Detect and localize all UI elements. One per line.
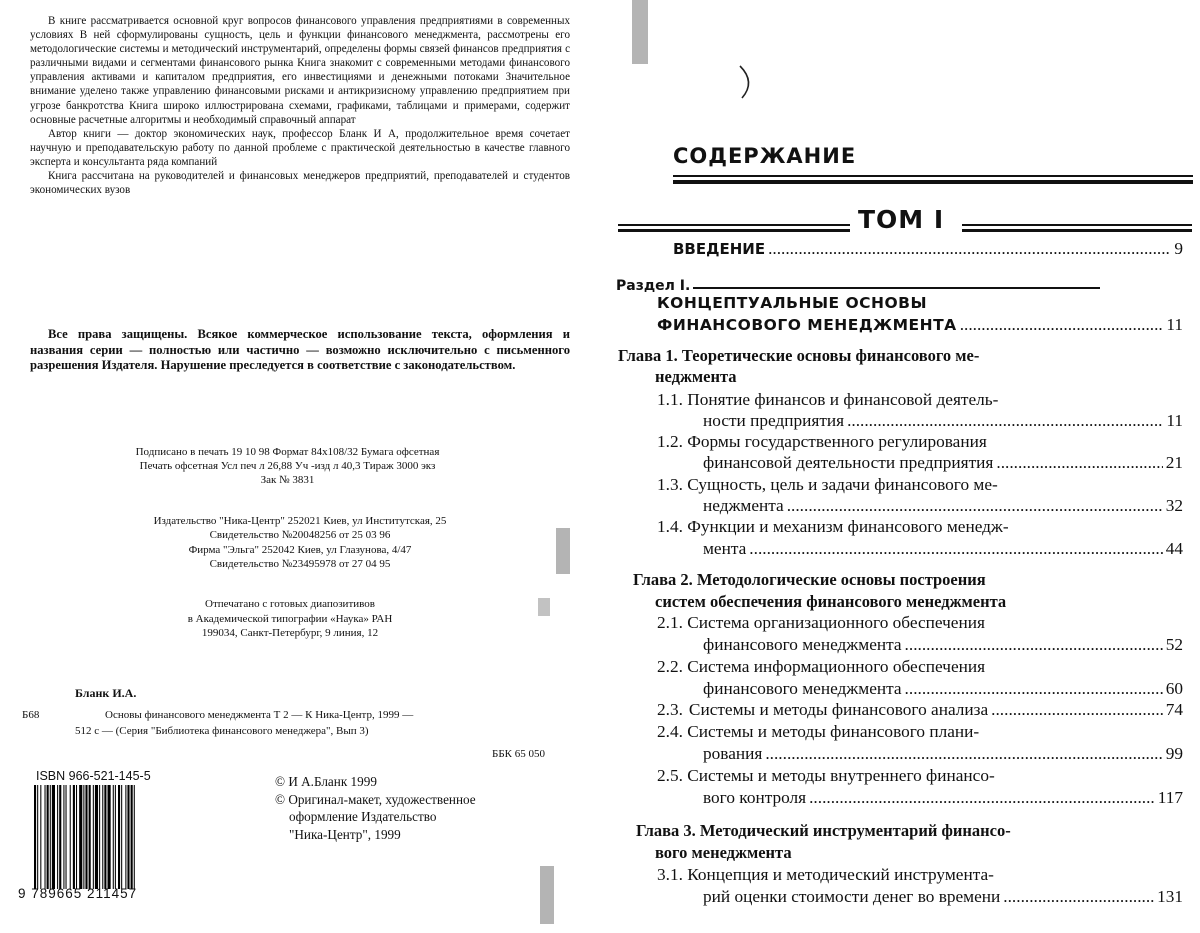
toc-item-number: 2.2.	[657, 657, 683, 676]
barcode-bar	[134, 785, 135, 889]
toc-item-number: 2.4.	[657, 722, 683, 741]
toc-item-number: 1.4.	[657, 517, 683, 536]
toc-item-title: Системы и методы внутреннего финансо-	[687, 766, 995, 785]
publisher-line: Свидетельство №20048256 от 25 03 96	[209, 529, 391, 542]
toc-item	[703, 743, 1183, 765]
toc-item	[703, 634, 1183, 656]
barcode-bar	[102, 785, 103, 889]
toc-entry-intro	[673, 238, 1183, 261]
toc-item-title: Система информационного обеспечения	[687, 657, 986, 676]
toc-entry-section	[657, 314, 1183, 337]
barcode-bar	[34, 785, 36, 889]
publisher-line: Фирма "Эльга" 252042 Киев, ул Глазунова, 4/47	[188, 543, 412, 556]
barcode-bar	[76, 785, 77, 889]
barcode-bar	[50, 785, 51, 889]
toc-page-number: 131	[1157, 887, 1183, 906]
volume-rule	[618, 224, 850, 226]
volume-title: ТОМ I	[858, 205, 945, 234]
imprint-line: Печать офсетная Усл печ л 26,88 Уч -изд л 40,3 Тираж 3000 экз	[139, 460, 436, 473]
catalog-code: Б68	[22, 709, 40, 721]
toc-page-number: 117	[1157, 788, 1183, 807]
annotation	[30, 14, 570, 197]
barcode-bar	[45, 785, 46, 889]
toc-item-title: вого контроля	[703, 788, 807, 807]
scan-artifact	[538, 598, 550, 616]
leader-dots	[749, 538, 1162, 560]
author-name: Бланк И.А.	[75, 686, 137, 700]
chapter-title: систем обеспечения финансового менеджмента	[655, 592, 1007, 611]
barcode-bar	[125, 785, 126, 889]
toc-entry-title: ВВЕДЕНИЕ	[673, 240, 766, 258]
toc-item-number: 2.1.	[657, 613, 683, 632]
toc-item	[657, 656, 985, 678]
toc-item-title: Системы и методы финансового анализа	[688, 700, 989, 719]
barcode-bar	[104, 785, 106, 889]
toc-item-number: 3.1.	[657, 865, 683, 884]
publisher-line: Издательство "Ника-Центр" 252021 Киев, ул Институтская, 25	[153, 515, 447, 527]
bbk-code: ББК 65 050	[492, 748, 545, 760]
leader-dots	[991, 699, 1163, 721]
isbn: ISBN 966-521-145-5	[36, 769, 151, 783]
copyright-line: "Ника-Центр", 1999	[289, 826, 401, 842]
toc-item-title: финансовой деятельности предприятия	[703, 453, 994, 472]
toc-item-number: 1.1.	[657, 390, 683, 409]
toc-item-title: рий оценки стоимости денег во времени	[703, 887, 1001, 906]
barcode-digits: 9 789665 211457	[18, 886, 138, 901]
toc-item	[657, 474, 998, 496]
toc-item-title: неджмента	[703, 496, 784, 515]
toc-item-title: Формы государственного регулирования	[687, 432, 987, 451]
barcode-bar	[99, 785, 100, 889]
toc-item	[703, 787, 1183, 809]
toc-item	[657, 431, 987, 453]
rights-notice: Все права защищены. Всякое коммерческое использование текста, оформления и названия серии — полностью или частично — возможно исключительно с письменного разрешения Издателя. Нарушение преследуется в соответствие с законодательством.	[30, 327, 570, 372]
chapter-title: неджмента	[655, 367, 737, 386]
barcode-bar	[83, 785, 84, 889]
toc-item	[703, 678, 1183, 700]
barcode-bar	[127, 785, 129, 889]
barcode-bar	[66, 785, 67, 889]
toc-item	[657, 864, 994, 886]
volume-rule	[962, 229, 1192, 232]
section-title: КОНЦЕПТУАЛЬНЫЕ ОСНОВЫ	[657, 294, 928, 312]
printer-line: в Академической типографии «Наука» РАН	[187, 612, 393, 625]
toc-item	[657, 699, 1183, 721]
copyright-block	[275, 773, 476, 843]
scan-artifact	[738, 62, 766, 102]
barcode-bar	[93, 785, 94, 889]
toc-item	[657, 516, 1009, 538]
toc-page-number: 74	[1165, 700, 1183, 719]
leader-dots	[787, 495, 1163, 517]
leader-dots	[905, 678, 1163, 700]
annotation-paragraph: В книге рассматривается основной круг вопросов финансового управления предприятиями в современных условиях В ней сформулированы сущность, цель и функции финансового менеджмента, рассмотрены его методологические системы и методический инструментарий, определены формы связей финансов предприятия с различными видами и сегментами финансового рынка Книга знакомит с современными методами финансового управления активами и капиталом предприятия, его инвестициями и денежными потоками Значительное внимание уделено также управлению финансовыми рисками и антикризисному управлению предприятием при угрозе банкротства Книга широко иллюстрирована схемами, графиками, таблицами и примерами, содержит основные расчетные алгоритмы и необходимый справочный аппарат	[30, 15, 570, 126]
volume-rule	[962, 224, 1192, 226]
toc-page-number: 52	[1165, 635, 1183, 654]
toc-item-title: Сущность, цель и задачи финансового ме-	[687, 475, 998, 494]
toc-item	[657, 765, 995, 787]
leader-dots	[765, 743, 1162, 765]
printer-line: 199034, Санкт-Петербург, 9 линия, 12	[201, 627, 379, 639]
bibliographic-line: 512 с — (Серия "Библиотека финансового менеджера", Вып 3)	[75, 725, 369, 737]
leader-dots	[996, 452, 1162, 474]
toc-item-number: 2.5.	[657, 766, 683, 785]
barcode-bar	[47, 785, 49, 889]
barcode-bar	[73, 785, 75, 889]
toc-page-number: 32	[1165, 496, 1183, 515]
barcode-bar	[70, 785, 71, 889]
toc-item-title: Концепция и методический инструмента-	[687, 865, 994, 884]
leader-dots	[847, 410, 1163, 432]
printer-line: Отпечатано с готовых диапозитивов	[205, 598, 375, 610]
toc-item	[703, 886, 1183, 908]
chapter-title: Глава 1. Теоретические основы финансового ме-	[618, 346, 980, 365]
imprint-line: Зак № 3831	[260, 474, 315, 487]
scan-artifact	[540, 866, 554, 924]
barcode-bar	[79, 785, 82, 889]
barcode-image	[33, 785, 178, 889]
section-rule	[693, 287, 1100, 289]
toc-item	[703, 538, 1183, 560]
barcode-bar	[59, 785, 61, 889]
bibliographic-line: Основы финансового менеджмента Т 2 — К Ника-Центр, 1999 —	[105, 709, 414, 721]
toc-item	[703, 410, 1183, 432]
publisher-block	[40, 514, 560, 572]
chapter-title: Глава 3. Методический инструментарий финансо-	[636, 821, 1011, 840]
toc-page-number: 11	[1166, 315, 1183, 334]
toc-item-title: рования	[703, 744, 763, 763]
leader-dots	[1003, 886, 1154, 908]
barcode-bar	[57, 785, 58, 889]
toc-item	[657, 612, 985, 634]
printer-block	[60, 597, 520, 641]
toc-page-number: 60	[1165, 679, 1183, 698]
toc-item-title: финансового менеджмента	[703, 679, 902, 698]
toc-page-number: 21	[1165, 453, 1183, 472]
toc-heading: СОДЕРЖАНИЕ	[673, 144, 857, 168]
section-label: Раздел I.	[616, 278, 691, 294]
imprint-line: Подписано в печать 19 10 98 Формат 84х108/32 Бумага офсетная	[135, 446, 440, 458]
toc-item-title: Понятие финансов и финансовой деятель-	[687, 390, 999, 409]
barcode-bar	[113, 785, 114, 889]
barcode-bar	[89, 785, 91, 889]
toc-page-number: 11	[1166, 411, 1183, 430]
toc-page-number: 99	[1165, 744, 1183, 763]
toc-item-title: мента	[703, 539, 747, 558]
barcode-bar	[118, 785, 120, 889]
volume-rule	[618, 229, 850, 232]
annotation-paragraph: Автор книги — доктор экономических наук, профессор Бланк И А, продолжительное время сочетает научную и преподавательскую работу по данной проблеме с практической деятельностью в качестве главного эксперта и консультанта ряда компаний	[30, 127, 570, 168]
copyright-line: оформление Издательство	[289, 809, 437, 824]
toc-item-title: ности предприятия	[703, 411, 845, 430]
leader-dots	[960, 314, 1164, 336]
scan-artifact	[556, 528, 570, 574]
section-title: ФИНАНСОВОГО МЕНЕДЖМЕНТА	[657, 316, 957, 334]
toc-item	[703, 452, 1183, 474]
barcode-bar	[115, 785, 116, 889]
barcode-bar	[40, 785, 41, 889]
barcode-bar	[85, 785, 87, 889]
chapter-title: Глава 2. Методологические основы построения	[633, 570, 986, 589]
annotation-paragraph: Книга рассчитана на руководителей и финансовых менеджеров предприятий, преподавателей и студентов экономических вузов	[30, 170, 570, 197]
barcode-bar	[52, 785, 55, 889]
toc-item-title: Системы и методы финансового плани-	[687, 722, 980, 741]
copyright-line: © И А.Бланк 1999	[275, 774, 377, 789]
leader-dots	[768, 238, 1171, 260]
toc-page-number: 9	[1174, 239, 1183, 258]
toc-item	[657, 721, 979, 743]
barcode-bar	[131, 785, 133, 889]
barcode-bar	[37, 785, 38, 889]
toc-item-number: 2.3.	[657, 700, 683, 719]
toc-item-number: 1.2.	[657, 432, 683, 451]
toc-item	[703, 495, 1183, 517]
barcode-bar	[95, 785, 98, 889]
copyright-line: © Оригинал-макет, художественное	[275, 791, 476, 807]
barcode-bar	[63, 785, 64, 889]
leader-dots	[905, 634, 1163, 656]
heading-rule	[673, 180, 1193, 184]
barcode-bar	[121, 785, 122, 889]
toc-item	[657, 389, 998, 411]
barcode-bar	[108, 785, 111, 889]
scan-artifact	[632, 0, 648, 64]
imprint-block	[40, 445, 535, 488]
publisher-line: Свидетельство №23495978 от 27 04 95	[209, 558, 391, 571]
toc-item-title: финансового менеджмента	[703, 635, 902, 654]
toc-page-number: 44	[1165, 539, 1183, 558]
toc-item-title: Функции и механизм финансового менедж-	[687, 517, 1009, 536]
heading-rule	[673, 175, 1193, 177]
chapter-title: вого менеджмента	[655, 843, 792, 862]
toc-item-title: Система организационного обеспечения	[687, 613, 985, 632]
leader-dots	[809, 787, 1155, 809]
toc-item-number: 1.3.	[657, 475, 683, 494]
